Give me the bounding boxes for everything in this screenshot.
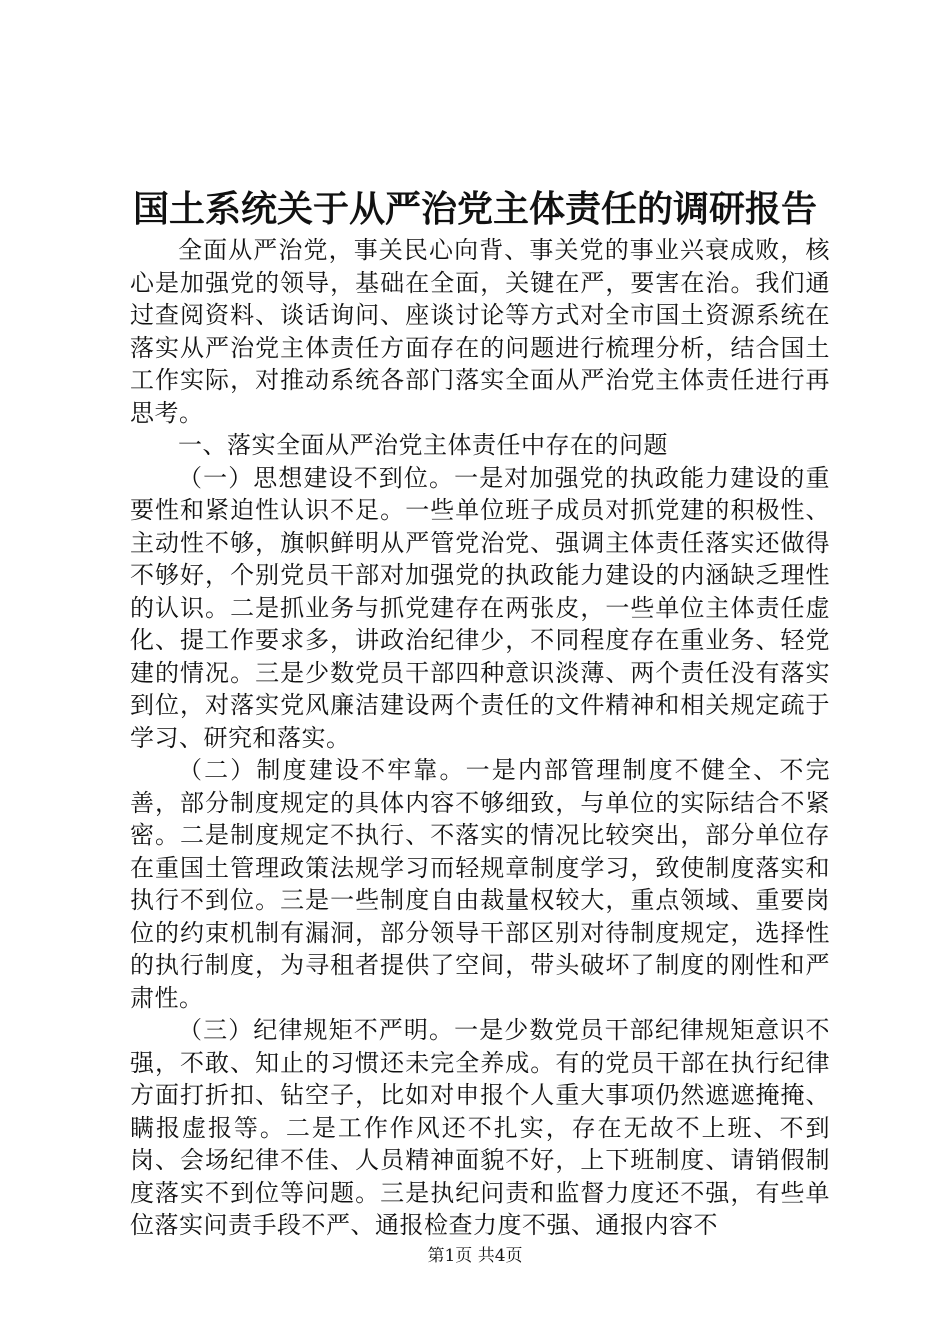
document-body bbox=[130, 234, 830, 1242]
subsection-paragraph-1: （一）思想建设不到位。一是对加强党的执政能力建设的重要性和紧迫性认识不足。一些单位班子成员对抓党建的积极性、主动性不够，旗帜鲜明从严管党治党、强调主体责任落实还做得不够好，个别党员干部对加强党的执政能力建设的内涵缺乏理性的认识。二是抓业务与抓党建存在两张皮，一些单位主体责任虚化、提工作要求多，讲政治纪律少，不同程度存在重业务、轻党建的情况。三是少数党员干部四种意识淡薄、两个责任没有落实到位，对落实党风廉洁建设两个责任的文件精神和相关规定疏于学习、研究和落实。 bbox=[130, 463, 830, 752]
intro-paragraph: 全面从严治党，事关民心向背、事关党的事业兴衰成败，核心是加强党的领导，基础在全面，关键在严，要害在治。我们通过查阅资料、谈话询问、座谈讨论等方式对全市国土资源系统在落实从严治党主体责任方面存在的问题进行梳理分析，结合国土工作实际，对推动系统各部门落实全面从严治党主体责任进行再思考。 bbox=[130, 236, 830, 427]
subsection-paragraph-2: （二）制度建设不牢靠。一是内部管理制度不健全、不完善，部分制度规定的具体内容不够细致，与单位的实际结合不紧密。二是制度规定不执行、不落实的情况比较突出，部分单位存在重国土管理政策法规学习而轻规章制度学习，致使制度落实和执行不到位。三是一些制度自由裁量权较大，重点领域、重要岗位的约束机制有漏洞，部分领导干部区别对待制度规定，选择性的执行制度，为寻租者提供了空间，带头破坏了制度的刚性和严肃性。 bbox=[130, 756, 830, 1012]
subsection-paragraph-3: （三）纪律规矩不严明。一是少数党员干部纪律规矩意识不强，不敢、知止的习惯还未完全养成。有的党员干部在执行纪律方面打折扣、钻空子，比如对申报个人重大事项仍然遮遮掩掩、瞒报虚报等。二是工作作风还不扎实，存在无故不上班、不到岗、会场纪律不佳、人员精神面貌不好，上下班制度、请销假制度落实不到位等问题。三是执纪问责和监督力度还不强，有些单位落实问责手段不严、通报检查力度不强、通报内容不 bbox=[130, 1016, 830, 1239]
document-title: 国土系统关于从严治党主体责任的调研报告 bbox=[132, 188, 817, 230]
section-heading: 一、落实全面从严治党主体责任中存在的问题 bbox=[178, 431, 668, 459]
page-footer: 第1页 共4页 bbox=[427, 1246, 523, 1266]
